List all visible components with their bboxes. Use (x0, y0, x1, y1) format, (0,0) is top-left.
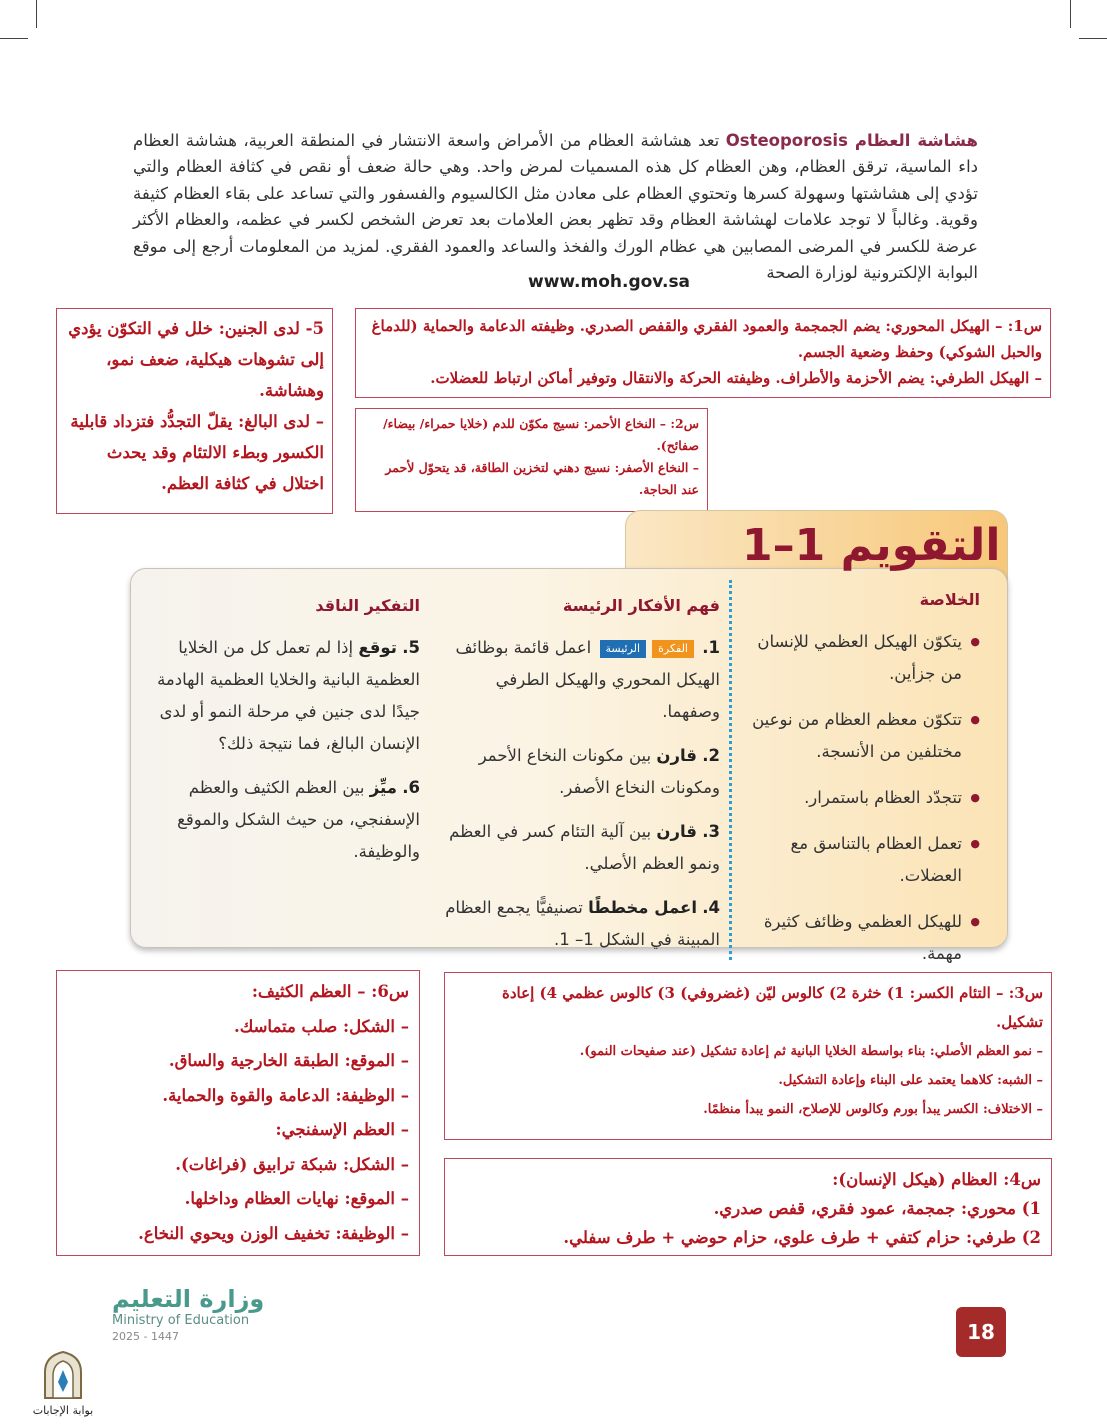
question-text: اعمل قائمة بوظائف الهيكل المحوري والهيكل الطرفي وصفهما. (455, 638, 720, 721)
ministry-logo (112, 1285, 264, 1343)
question-text: إذا لم تعمل كل من الخلايا العظمية البانية والخلايا العظمية الهادمة جيدًا لدى جنين في مرحلة النمو أو لدى الإنسان البالغ، فما نتيجة ذلك؟ (157, 638, 420, 753)
q2-yellow: – النخاع الأصفر: نسيج دهني لتخزين الطاقة، قد يتحوّل لأحمر عند الحاجة. (385, 460, 699, 497)
answer-box-q2 (355, 408, 708, 512)
page-number: 18 (956, 1307, 1006, 1357)
edition-year: 2025 - 1447 (112, 1330, 179, 1343)
q1-appendicular: – الهيكل الطرفي: يضم الأحزمة والأطراف. وظيفته الحركة والانتقال وتوفير أماكن ارتباط للعضلات. (430, 369, 1042, 387)
question-verb: توقع (358, 638, 397, 657)
osteoporosis-term: هشاشة العظام Osteoporosis (725, 131, 978, 150)
q6-spongy-function: – الوظيفة: تخفيف الوزن ويحوي النخاع. (138, 1223, 409, 1243)
answer-box-q3 (444, 972, 1052, 1140)
summary-item: ● يتكوّن الهيكل العظمي للإنسان من جزأين. (742, 626, 980, 690)
osteoporosis-paragraph (133, 128, 978, 286)
q3-label: س3: (1008, 984, 1043, 1002)
q3-healing: – التئام الكسر: 1) خثرة 2) كالوس ليّن (غضروفي) 3) كالوس عظمي 4) إعادة تشكيل. (502, 984, 1043, 1031)
question-2 (442, 740, 720, 804)
mosque-icon (41, 1350, 85, 1400)
summary-item: ● للهيكل العظمي وظائف كثيرة مهمة. (742, 906, 980, 970)
q6-compact-title: – العظم الكثيف: (251, 982, 366, 1001)
q5-adult: – لدى البالغ: يقلّ التجدُّد فتزداد قابلية الكسور وبطء الالتئام وقد يحدث اختلال في كثافة العظم. (70, 412, 324, 493)
critical-thinking-heading: التفكير الناقد (315, 596, 420, 615)
q4-axial: 1) محوري: جمجمة، عمود فقري، قفص صدري. (713, 1199, 1041, 1218)
answer-box-q1 (355, 308, 1051, 398)
question-text: بين العظم الكثيف والعظم الإسفنجي، من حيث الشكل والموقع والوظيفة. (177, 778, 420, 861)
q5-label: 5- لدى الجنين: (218, 319, 324, 338)
answer-box-q4 (444, 1158, 1052, 1256)
crop-mark (36, 0, 37, 28)
critical-thinking-column (142, 590, 420, 880)
question-1 (442, 632, 720, 728)
q5-fetus: خلل في التكوّن يؤدي إلى تشوهات هيكلية، ضعف نمو، وهشاشة. (68, 319, 324, 400)
question-verb: ميِّز (369, 778, 397, 797)
q3-growth: – نمو العظم الأصلي: بناء بواسطة الخلايا البانية ثم إعادة تشكيل (عند صفيحات النمو). (579, 1044, 1043, 1059)
summary-item: ● تعمل العظام بالتناسق مع العضلات. (742, 828, 980, 892)
question-5 (142, 632, 420, 760)
q6-compact-function: – الوظيفة: الدعامة والقوة والحماية. (162, 1085, 409, 1105)
question-text: تصنيفيًّا يجمع العظام المبينة في الشكل 1– 1. (445, 898, 720, 949)
question-verb: قارن (656, 822, 697, 841)
moh-url[interactable]: www.moh.gov.sa (528, 272, 691, 292)
summary-item: ● تتكوّن معظم العظام من نوعين مختلفين من الأنسجة. (742, 704, 980, 768)
question-text: بين مكونات النخاع الأحمر ومكونات النخاع الأصفر. (478, 746, 720, 797)
question-6 (142, 772, 420, 868)
q3-difference: – الاختلاف: الكسر يبدأ بورم وكالوس للإصلاح، النمو يبدأ منظمًا. (703, 1102, 1043, 1117)
answer-box-q5 (56, 308, 333, 514)
question-text: بين آلية التئام كسر في العظم ونمو العظم الأصلي. (449, 822, 720, 873)
summary-heading: الخلاصة (919, 590, 980, 609)
column-divider (729, 580, 732, 960)
evaluation-title: التقويم 1–1 (742, 520, 1001, 571)
q4-appendicular: 2) طرفي: حزام كتفي + طرف علوي، حزام حوضي + طرف سفلي. (563, 1228, 1041, 1247)
q2-red: – النخاع الأحمر: نسيج مكوّن للدم (خلايا حمراء/ بيضاء/صفائح). (383, 416, 699, 453)
question-number: 6. (402, 778, 420, 797)
question-verb: اعمل مخططًا (588, 898, 697, 917)
question-4 (442, 892, 720, 956)
q3-similar: – الشبه: كلاهما يعتمد على البناء وإعادة التشكيل. (778, 1073, 1043, 1088)
q1-label: س1: (1007, 317, 1042, 335)
answer-box-q6 (56, 970, 420, 1256)
q4-label: س4: العظام (هيكل الإنسان): (832, 1170, 1041, 1189)
site-name: بوابة الإجابات (32, 1404, 94, 1417)
q6-spongy-title: – العظم الإسفنجي: (275, 1120, 409, 1139)
crop-mark (0, 38, 28, 39)
badge-main: الرئيسة (600, 640, 647, 658)
main-ideas-column (442, 590, 720, 968)
question-verb: قارن (656, 746, 697, 765)
evaluation-card (130, 510, 1008, 963)
question-3 (442, 816, 720, 880)
crop-mark (1070, 0, 1071, 28)
osteoporosis-body: تعد هشاشة العظام من الأمراض واسعة الانتشار في المنطقة العربية، هشاشة العظام داء الماسية، ترقق العظام، وهن العظام كل هذه المسميات لمرض واحد. وهي حالة ضعف أو نقص في كثافة العظام والتي تؤدي إلى هشاشتها وسهولة كسرها وتحتوي العظام على معادن مثل الكالسيوم والفسفور والتي تساعد على بقاء العظام كثيفة وقوية. وغالباً لا توجد علامات لهشاشة العظام وقد تظهر بعض العلامات بعد تعرض الشخص لكسر في عظمه، والعظام الأكثر عرضة للكسر في المرضى المصابين هي عظام الورك والفخذ والساعد والعمود الفقري. لمزيد من المعلومات أرجع إلى موقع البوابة الإلكترونية لوزارة الصحة (133, 131, 978, 283)
question-number: 3. (702, 822, 720, 841)
q6-compact-location: – الموقع: الطبقة الخارجية والساق. (168, 1051, 409, 1070)
main-ideas-heading: فهم الأفكار الرئيسة (562, 596, 720, 615)
question-number: 2. (702, 746, 720, 765)
q1-axial: – الهيكل المحوري: يضم الجمجمة والعمود الفقري والقفص الصدري. وظيفته الدعامة والحماية (للدماغ والحبل الشوكي) وحفظ وضعية الجسم. (371, 317, 1042, 361)
q6-compact-shape: – الشكل: صلب متماسك. (233, 1016, 409, 1036)
crop-mark (1079, 38, 1107, 39)
site-logo (28, 1350, 98, 1417)
q6-label: س6: (371, 982, 409, 1001)
ministry-name-en: Ministry of Education (112, 1313, 250, 1328)
badge-idea: الفكرة (652, 640, 694, 658)
question-number: 1. (702, 638, 720, 657)
ministry-name-ar: وزارة التعليم (112, 1285, 265, 1313)
question-number: 4. (702, 898, 720, 917)
summary-column (742, 584, 980, 984)
summary-item: ● تتجدّد العظام باستمرار. (742, 782, 980, 814)
question-number: 5. (402, 638, 420, 657)
q6-spongy-location: – الموقع: نهايات العظام وداخلها. (184, 1189, 409, 1208)
q2-label: س2: (670, 416, 699, 431)
q6-spongy-shape: – الشكل: شبكة ترابيق (فراغات). (175, 1154, 409, 1174)
